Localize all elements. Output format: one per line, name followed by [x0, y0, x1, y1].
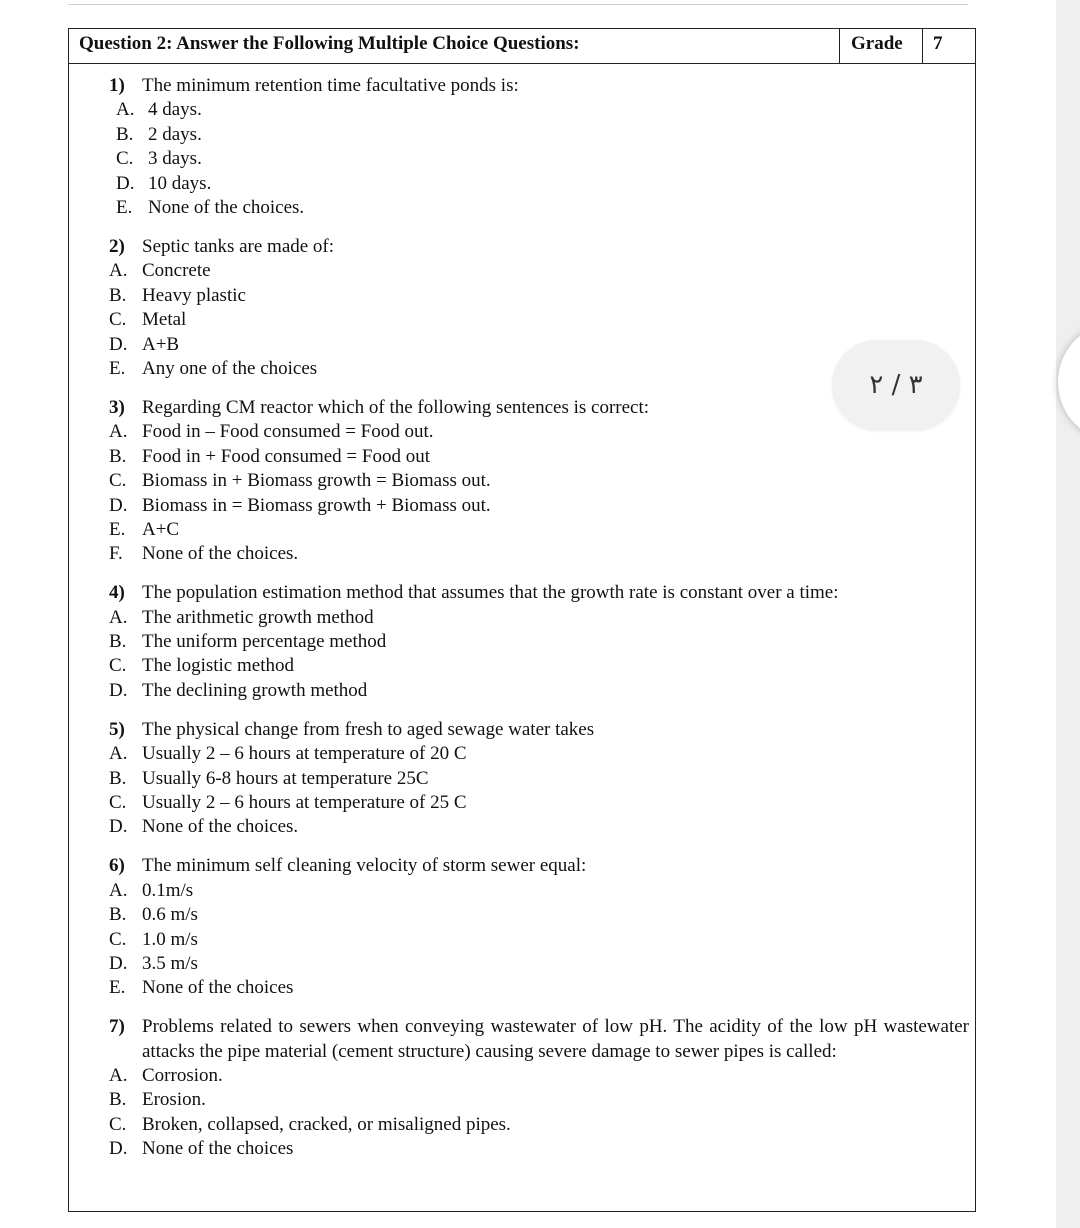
option-list	[109, 98, 969, 220]
option-text: None of the choices	[142, 1138, 294, 1160]
option-text: None of the choices.	[148, 197, 305, 219]
option-b	[109, 1088, 969, 1112]
option-text: 1.0 m/s	[142, 928, 198, 950]
option-e	[109, 196, 969, 220]
option-c	[109, 469, 969, 493]
question-stem	[109, 581, 969, 605]
question-text: The population estimation method that assumes that the growth rate is constant over a time:	[142, 582, 839, 604]
question-number: 6)	[109, 855, 125, 877]
option-letter: E.	[109, 357, 126, 379]
option-text: Broken, collapsed, cracked, or misaligned pipes.	[142, 1113, 511, 1135]
option-c	[109, 1113, 969, 1137]
option-letter: B.	[109, 631, 127, 653]
option-letter: D.	[109, 816, 128, 838]
option-letter: D.	[109, 952, 128, 974]
option-b	[109, 903, 969, 927]
question-text: The minimum self cleaning velocity of storm sewer equal:	[142, 855, 587, 877]
grade-label: Grade	[851, 33, 903, 54]
option-letter: C.	[109, 1113, 127, 1135]
option-a	[109, 1064, 969, 1088]
question-stem	[109, 718, 969, 742]
question-number: 2)	[109, 235, 125, 257]
viewer-scroll-gutter	[1056, 0, 1080, 1228]
option-d	[109, 952, 969, 976]
question-number: 3)	[109, 396, 125, 418]
page-top-rule	[68, 4, 968, 5]
option-letter: A.	[109, 606, 128, 628]
option-letter: C.	[109, 470, 127, 492]
question-title: Question 2: Answer the Following Multiple Choice Questions:	[79, 33, 580, 54]
option-text: A+B	[142, 333, 180, 355]
question-7	[109, 1015, 969, 1161]
option-letter: A.	[109, 421, 128, 443]
option-letter: C.	[109, 655, 127, 677]
option-d	[109, 1137, 969, 1161]
option-letter: A.	[109, 1065, 128, 1087]
question-number: 4)	[109, 582, 125, 604]
option-letter: A.	[116, 99, 135, 121]
option-a	[109, 420, 969, 444]
option-text: 2 days.	[148, 123, 202, 145]
option-c	[109, 147, 969, 171]
option-b	[109, 445, 969, 469]
option-text: 3.5 m/s	[142, 952, 198, 974]
option-text: 0.6 m/s	[142, 904, 198, 926]
option-text: Usually 2 – 6 hours at temperature of 20 C	[142, 743, 467, 765]
option-letter: D.	[109, 494, 128, 516]
option-e	[109, 976, 969, 1000]
question-header	[69, 29, 975, 64]
option-text: Corrosion.	[142, 1065, 223, 1087]
option-text: Concrete	[142, 260, 211, 282]
option-a	[109, 879, 969, 903]
option-letter: B.	[109, 1089, 127, 1111]
option-letter: A.	[109, 260, 128, 282]
option-text: Food in + Food consumed = Food out	[142, 445, 430, 467]
option-letter: B.	[109, 904, 127, 926]
option-letter: A.	[109, 743, 128, 765]
option-text: None of the choices.	[142, 816, 299, 838]
option-letter: C.	[116, 148, 134, 170]
option-text: None of the choices.	[142, 543, 299, 565]
option-letter: C.	[109, 791, 127, 813]
option-text: 3 days.	[148, 148, 202, 170]
option-letter: C.	[109, 309, 127, 331]
option-text: Any one of the choices	[142, 357, 318, 379]
question-number: 5)	[109, 718, 125, 740]
question-text: The physical change from fresh to aged sewage water takes	[142, 718, 595, 740]
option-d	[109, 815, 969, 839]
question-6	[109, 854, 969, 1000]
option-text: The arithmetic growth method	[142, 606, 374, 628]
option-text: 0.1m/s	[142, 879, 194, 901]
question-1	[109, 74, 969, 220]
option-b	[109, 630, 969, 654]
question-stem	[109, 1015, 969, 1064]
page-number-indicator: ٣ / ٢	[832, 340, 960, 430]
option-letter: E.	[116, 197, 133, 219]
option-letter: B.	[109, 445, 127, 467]
question-number: 1)	[109, 75, 125, 96]
question-4	[109, 581, 969, 703]
option-b	[109, 123, 969, 147]
option-list	[109, 1064, 969, 1162]
option-c	[109, 928, 969, 952]
option-d	[109, 172, 969, 196]
option-text: 10 days.	[148, 172, 212, 194]
question-stem	[109, 854, 969, 878]
option-letter: B.	[109, 284, 127, 306]
option-text: Heavy plastic	[142, 284, 246, 306]
option-letter: A.	[109, 879, 128, 901]
option-c	[109, 308, 969, 332]
question-text: The minimum retention time facultative ponds is:	[142, 75, 519, 96]
option-letter: D.	[109, 333, 128, 355]
option-letter: C.	[109, 928, 127, 950]
option-list	[109, 742, 969, 840]
question-text: Septic tanks are made of:	[142, 235, 335, 257]
question-list	[109, 74, 969, 1176]
question-3	[109, 396, 969, 567]
option-text: Biomass in = Biomass growth + Biomass out.	[142, 494, 491, 516]
option-letter: D.	[109, 679, 128, 701]
option-b	[109, 284, 969, 308]
option-letter: B.	[116, 123, 134, 145]
option-f	[109, 542, 969, 566]
question-stem	[109, 74, 969, 98]
option-letter: F.	[109, 543, 123, 565]
option-text: 4 days.	[148, 99, 202, 121]
option-text: Usually 6-8 hours at temperature 25C	[142, 767, 429, 789]
option-letter: D.	[116, 172, 135, 194]
option-text: Usually 2 – 6 hours at temperature of 25 C	[142, 791, 467, 813]
option-text: Erosion.	[142, 1089, 206, 1111]
option-text: The declining growth method	[142, 679, 368, 701]
option-list	[109, 879, 969, 1001]
option-letter: E.	[109, 518, 126, 540]
option-d	[109, 333, 969, 357]
option-e	[109, 518, 969, 542]
question-frame	[68, 28, 976, 1212]
option-letter: B.	[109, 767, 127, 789]
option-letter: E.	[109, 977, 126, 999]
grade-value: 7	[933, 33, 943, 54]
option-text: Food in – Food consumed = Food out.	[142, 421, 434, 443]
grade-cell	[839, 29, 923, 63]
option-letter: D.	[109, 1138, 128, 1160]
option-text: The logistic method	[142, 655, 294, 677]
option-text: A+C	[142, 518, 180, 540]
question-5	[109, 718, 969, 840]
option-d	[109, 679, 969, 703]
option-a	[109, 742, 969, 766]
question-stem	[109, 235, 969, 259]
option-b	[109, 767, 969, 791]
option-d	[109, 494, 969, 518]
option-c	[109, 791, 969, 815]
option-text: Biomass in + Biomass growth = Biomass out.	[142, 470, 491, 492]
question-text: Regarding CM reactor which of the following sentences is correct:	[142, 396, 650, 418]
option-list	[109, 420, 969, 566]
option-text: None of the choices	[142, 977, 294, 999]
question-text: Problems related to sewers when conveying wastewater of low pH. The acidity of the low pH wastewater attacks the pipe material (cement structure) causing severe damage to sewer pipes is called:	[142, 1016, 969, 1062]
option-a	[109, 98, 969, 122]
option-text: Metal	[142, 309, 187, 331]
option-a	[109, 606, 969, 630]
option-list	[109, 606, 969, 704]
option-text: The uniform percentage method	[142, 631, 387, 653]
option-a	[109, 259, 969, 283]
question-number: 7)	[109, 1016, 125, 1038]
option-c	[109, 654, 969, 678]
